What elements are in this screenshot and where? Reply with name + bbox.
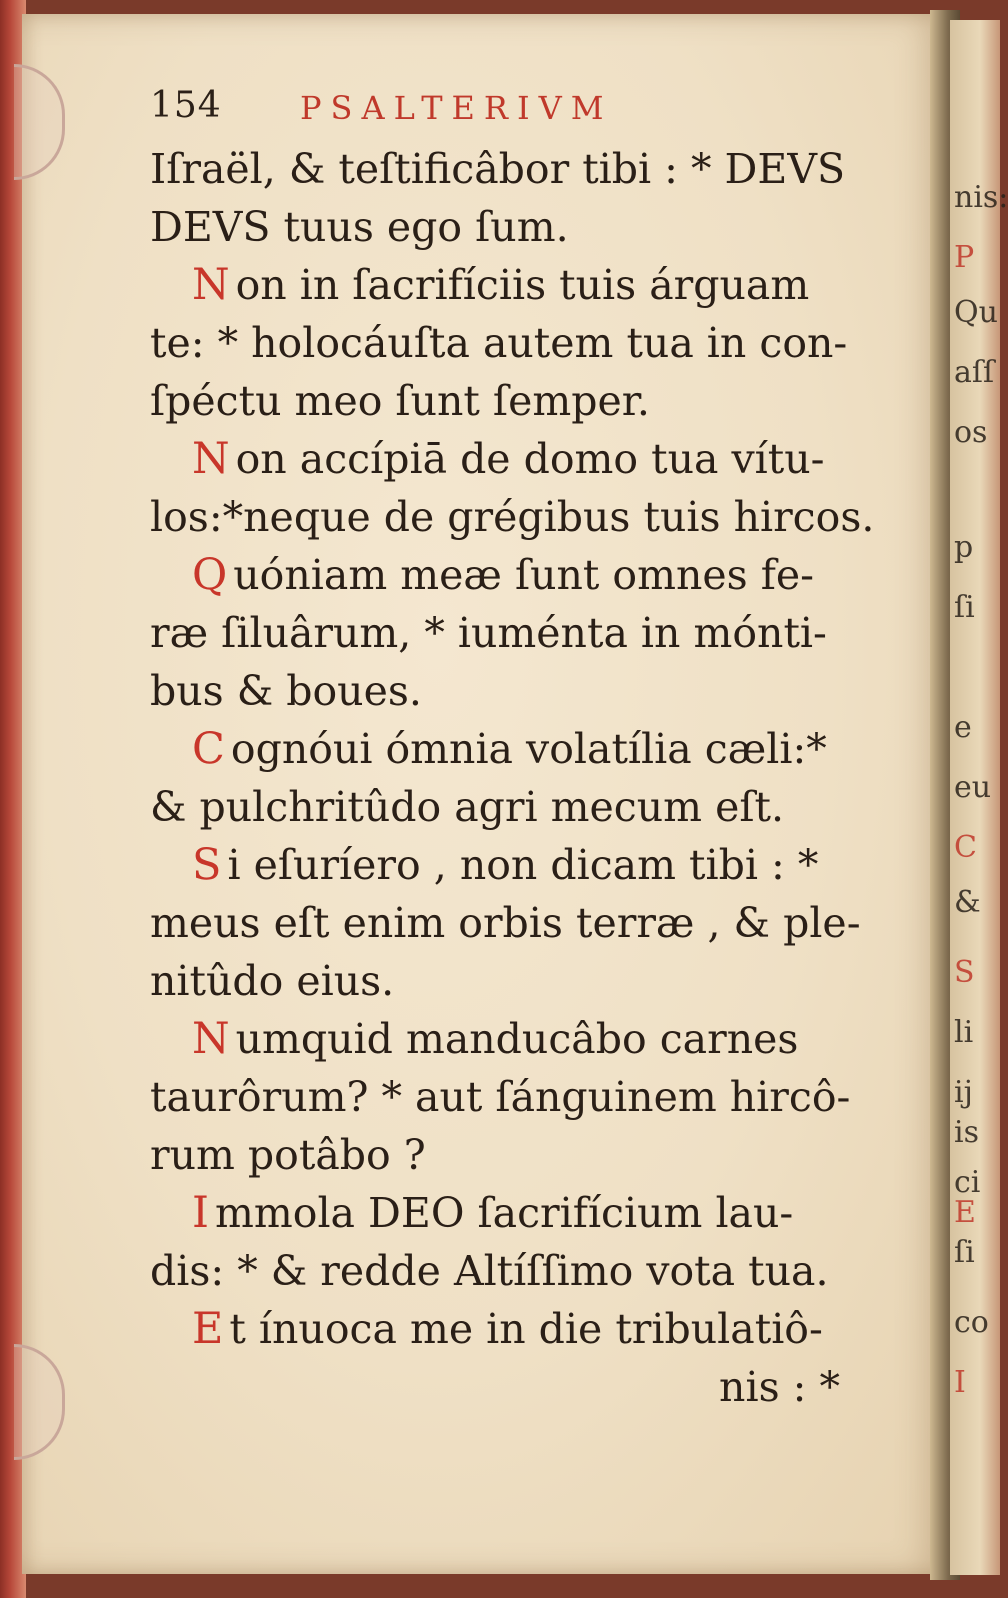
facing-page-fragment: P — [954, 240, 975, 275]
rubricated-initial: C — [192, 724, 225, 774]
psalm-text — [150, 140, 875, 1416]
text-line — [150, 1184, 850, 1242]
line-text: i eſuríero , non dicam tibi : * — [227, 841, 819, 889]
text-line — [150, 778, 850, 836]
rubricated-initial: N — [192, 434, 230, 484]
text-line — [150, 198, 850, 256]
text-line — [150, 604, 850, 662]
rubricated-initial: S — [192, 840, 222, 890]
text-line — [150, 1010, 850, 1068]
line-text: los:*neque de grégibus tuis hircos. — [150, 493, 875, 541]
running-head — [150, 85, 710, 135]
text-line — [150, 140, 850, 198]
facing-page-fragment: nis: — [954, 180, 1008, 215]
text-line — [150, 836, 850, 894]
facing-page-fragment: C — [954, 830, 977, 865]
facing-page-edge — [950, 20, 1008, 1575]
facing-page-fragment: ſi — [954, 1235, 975, 1270]
text-line — [150, 1358, 850, 1416]
line-text: nis : * — [719, 1363, 840, 1411]
facing-page-fragment: p — [954, 530, 974, 565]
facing-page-fragment: os — [954, 415, 988, 450]
facing-page-fragment: E — [954, 1195, 976, 1230]
line-text: umquid manducâbo carnes — [235, 1015, 799, 1063]
line-text: ognóui ómnia volatília cæli:* — [230, 725, 827, 773]
text-line — [150, 1126, 850, 1184]
line-text: ræ ſiluârum, * iuménta in mónti- — [150, 609, 827, 657]
facing-page-fragment: I — [954, 1365, 966, 1400]
page-number: 154 — [150, 85, 222, 126]
facing-page-fragment: is — [954, 1115, 979, 1150]
rubricated-initial: E — [192, 1304, 224, 1354]
text-line — [150, 662, 850, 720]
rubricated-initial: I — [192, 1188, 209, 1238]
facing-page-fragment: ci — [954, 1165, 981, 1200]
line-text: on accípiā de domo tua vítu- — [235, 435, 825, 483]
facing-page-fragment: eu — [954, 770, 992, 805]
running-head-title: PSALTERIVM — [300, 89, 613, 127]
line-text: meus eſt enim orbis terræ , & ple- — [150, 899, 861, 947]
line-text: uóniam meæ ſunt omnes fe- — [233, 551, 815, 599]
facing-page-fragment: S — [954, 955, 975, 990]
rubricated-initial: N — [192, 260, 230, 310]
facing-page-fragment: aſſ — [954, 355, 995, 390]
line-text: on in ſacrifíciis tuis árguam — [235, 261, 810, 309]
text-line — [150, 720, 850, 778]
facing-page-fragment: Qu — [954, 295, 998, 330]
text-line — [150, 1068, 850, 1126]
text-line — [150, 1242, 850, 1300]
line-text: t ínuoca me in die tribulatiô- — [229, 1305, 823, 1353]
text-line — [150, 894, 861, 952]
facing-page-fragment: e — [954, 710, 972, 745]
facing-page-fragment: co — [954, 1305, 989, 1340]
line-text: DEVS tuus ego ſum. — [150, 203, 569, 251]
line-text: & pulchritûdo agri mecum eſt. — [150, 783, 785, 831]
line-text: ſpéctu meo ſunt ſemper. — [150, 377, 650, 425]
line-text: rum potâbo ? — [150, 1131, 426, 1179]
rubricated-initial: N — [192, 1014, 230, 1064]
line-text: dis: * & redde Altíſſimo vota tua. — [150, 1247, 829, 1295]
line-text: mmola DEO ſacrifícium lau- — [215, 1189, 794, 1237]
text-line — [150, 256, 850, 314]
facing-page-fragment: li — [954, 1015, 974, 1050]
clasp-tab-bottom — [14, 1344, 65, 1460]
line-text: te: * holocáuſta autem tua in con- — [150, 319, 848, 367]
text-line — [150, 314, 850, 372]
line-text: taurôrum? * aut ſánguinem hircô- — [150, 1073, 851, 1121]
line-text: bus & boues. — [150, 667, 422, 715]
facing-page-fragment: ſi — [954, 590, 975, 625]
text-line — [150, 430, 850, 488]
clasp-tab-top — [14, 64, 65, 180]
facing-page-fragment: ij — [954, 1075, 973, 1110]
line-text: Iſraël, & teſtificâbor tibi : * DEVS — [150, 145, 846, 193]
text-line — [150, 488, 875, 546]
text-line — [150, 546, 850, 604]
text-line — [150, 952, 850, 1010]
facing-page-fragment: & — [954, 885, 981, 920]
rubricated-initial: Q — [192, 550, 228, 600]
line-text: nitûdo eius. — [150, 957, 395, 1005]
text-line — [150, 372, 850, 430]
text-line — [150, 1300, 850, 1358]
